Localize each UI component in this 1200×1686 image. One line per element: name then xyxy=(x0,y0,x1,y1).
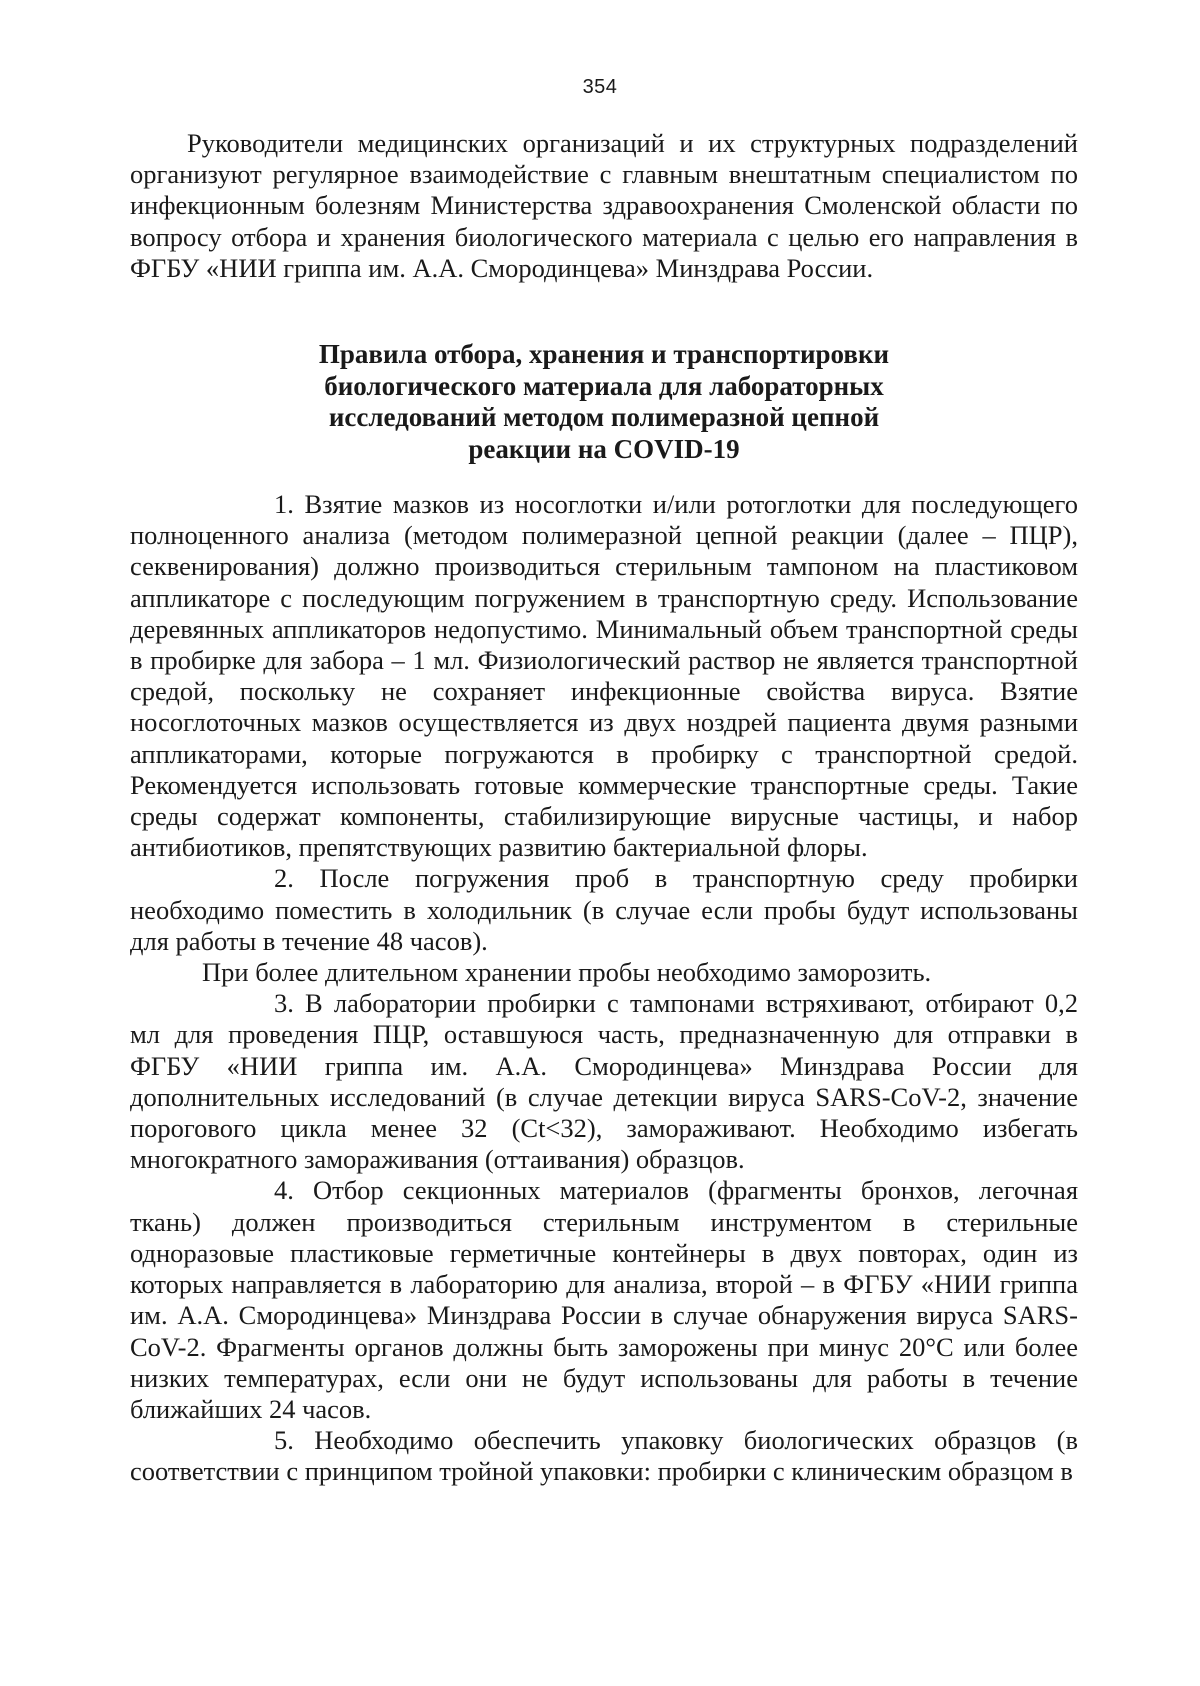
item-text: Необходимо обеспечить упаковку биологических образцов (в соответствии с принципом тройной упаковки: пробирки с клиническим образцом в xyxy=(130,1425,1078,1487)
item-text: При более длительном хранении пробы необходимо заморозить. xyxy=(202,957,932,988)
item-number: 5. xyxy=(274,1425,294,1456)
section-heading xyxy=(130,339,1078,465)
item-number: 4. xyxy=(274,1175,294,1206)
heading-line: реакции на COVID-19 xyxy=(468,433,740,464)
item-text: После погружения проб в транспортную среду пробирки необходимо поместить в холодильник (в случае если пробы будут использованы для работы в течение 48 часов). xyxy=(130,863,1078,956)
heading-line: Правила отбора, хранения и транспортировки xyxy=(318,339,890,370)
item-text: В лаборатории пробирки с тампонами встряхивают, отбирают 0,2 мл для проведения ПЦР, оставшуюся часть, предназначенную для отправки в ФГБУ «НИИ гриппа им. А.А. Смородинцева» Минздрава России для дополнительных исследований (в случае детекции вируса SARS-CoV-2, значение порогового цикла менее 32 (Ct<32), замораживают. Необходимо избегать многократного замораживания (оттаивания) образцов. xyxy=(130,988,1078,1175)
item-text: Отбор секционных материалов (фрагменты бронхов, легочная ткань) должен производиться стерильным инструментом в стерильные одноразовые пластиковые герметичные контейнеры в двух повторах, один из которых направляется в лабораторию для анализа, второй – в ФГБУ «НИИ гриппа им. А.А. Смородинцева» Минздрава России в случае обнаружения вируса SARS-CoV-2. Фрагменты органов должны быть заморожены при минус 20°С или более низких температурах, если они не будут использованы для работы в течение ближайших 24 часов. xyxy=(130,1175,1079,1424)
item-number: 3. xyxy=(274,988,294,1019)
document-body xyxy=(130,128,1078,1488)
rule-item-3 xyxy=(130,988,1078,1175)
rule-item-1 xyxy=(130,489,1078,863)
rule-item-2 xyxy=(130,863,1078,957)
item-number: 1. xyxy=(274,489,294,520)
rule-item-4 xyxy=(130,1175,1078,1425)
rule-item-2-continuation xyxy=(130,957,1078,988)
page-number: 354 xyxy=(582,76,618,98)
heading-line: исследований методом полимеразной цепной xyxy=(328,402,880,433)
item-number: 2. xyxy=(274,863,294,894)
heading-line: биологического материала для лабораторных xyxy=(324,370,884,401)
item-text: Взятие мазков из носоглотки и/или ротоглотки для последующего полноценного анализа (методом полимеразной цепной реакции (далее – ПЦР), секвенирования) должно производиться стерильным тампоном на пластиковом аппликаторе с последующим погружением в транспортную среду. Использование деревянных аппликаторов недопустимо. Минимальный объем транспортной среды в пробирке для забора – 1 мл. Физиологический раствор не является транспортной средой, поскольку не сохраняет инфекционные свойства вируса. Взятие носоглоточных мазков осуществляется из двух ноздрей пациента двумя разными аппликаторами, которые погружаются в пробирку с транспортной средой. Рекомендуется использовать готовые коммерческие транспортные среды. Такие среды содержат компоненты, стабилизирующие вирусные частицы, и набор антибиотиков, препятствующих развитию бактериальной флоры. xyxy=(130,489,1079,863)
intro-paragraph: Руководители медицинских организаций и их структурных подразделений организуют регулярное взаимодействие с главным внештатным специалистом по инфекционным болезням Министерства здравоохранения Смоленской области по вопросу отбора и хранения биологического материала с целью его направления в ФГБУ «НИИ гриппа им. А.А. Смородинцева» Минздрава России. xyxy=(130,128,1078,283)
rule-item-5 xyxy=(130,1425,1078,1487)
